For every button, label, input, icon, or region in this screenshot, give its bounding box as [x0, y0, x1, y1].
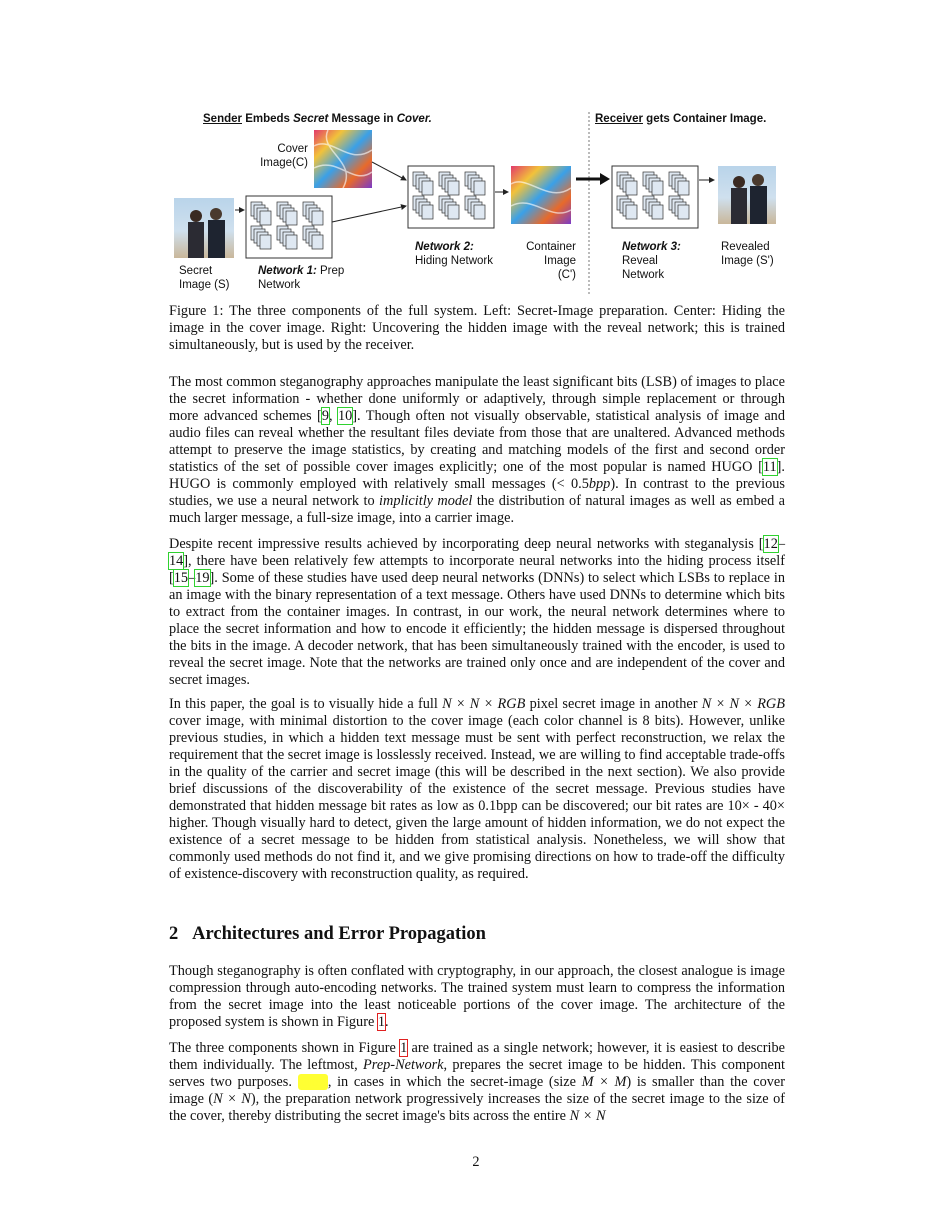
container-label: Container Image (C') — [526, 241, 576, 281]
reveal-network-label: Network 3: Reveal Network — [622, 241, 681, 281]
page-number: 2 — [472, 1154, 480, 1170]
prep-network-label: Network 1: Prep Network — [258, 265, 345, 291]
citation-link[interactable]: 19 — [195, 570, 210, 586]
citation-link[interactable]: 14 — [169, 553, 184, 569]
secret-label: Secret Image (S) — [179, 265, 230, 291]
figure-caption: Figure 1: The three components of the full system. Left: Secret-Image preparation. Center: Hiding the image in the cover image. Right: Uncovering the hidden image with the reveal network; this is trained simultaneously, but is used by the receiver. — [169, 303, 785, 353]
revealed-image — [718, 166, 776, 224]
paragraph-components: The three components shown in Figure 1 are trained as a single network; however, it is easiest to describe them individually. The leftmost, Prep-Network, prepares the secret image to be hidden. This component serves two purposes. First , in cases in which the secret-image (size M × M) is smaller than the cover image (N × N), the preparation network progressively increases the size of the secret image to the size of the cover, thereby distributing the secret image's bits across the entire N × N — [169, 1040, 786, 1124]
citation-link[interactable]: 10 — [337, 408, 353, 424]
citation-link[interactable]: 12 — [763, 536, 778, 552]
secret-image — [174, 198, 234, 258]
citation-link[interactable]: 15 — [173, 570, 189, 586]
cover-image — [314, 130, 372, 188]
reveal-network-box — [612, 166, 698, 228]
paragraph-lsb: The most common steganography approaches manipulate the least significant bits (LSB) of images to place the secret information - whether done uniformly or adaptively, through simple replacement or through more advanced schemes [9, 10]. Though often not visually observable, statistical analysis of image and audio files can reveal whether the resultant files deviate from those that are unaltered. Advanced methods attempt to preserve the image statistics, by creating and matching models of the first and second order statistics of the set of possible cover images explicitly; one of the most popular is named HUGO [11]. HUGO is commonly employed with relatively small messages (< 0.5bpp). In contrast to the previous studies, we use a neural network to implicitly model the distribution of natural images as well as embed a much larger message, a full-size image, into a carrier image. — [169, 374, 786, 526]
paragraph-related-work: Despite recent impressive results achieved by incorporating deep neural networks with steganalysis [12–14], there have been relatively few attempts to incorporate neural networks into the hiding process itself [15–19]. Some of these studies have used deep neural networks (DNNs) to select which LSBs to replace in an image with the binary representation of a text message. Others have used DNNs to determine which bits to extract from the container images. In contrast, in our work, the neural network determines where to place the secret information and how to encode it efficiently; the hidden message is dispersed throughout the bits in the image. A decoder network, that has been simultaneously trained with the encoder, is used to reveal the secret image. Note that the networks are trained only once and are independent of the cover and secret images. — [169, 536, 785, 688]
paragraph-architecture: Though steganography is often conflated with cryptography, in our approach, the closest analogue is image compression through auto-encoding networks. The trained system must learn to compress the information from the secret image into the least noticeable portions of the cover image. The architecture of the proposed system is shown in Figure 1. — [169, 963, 785, 1030]
hiding-network-label: Network 2: Hiding Network — [415, 241, 493, 267]
sender-title: Sender Embeds Secret Message in Cover. — [203, 113, 432, 125]
section-heading: 2 Architectures and Error Propagation — [169, 924, 486, 944]
highlight-mark: First — [299, 1074, 326, 1090]
citation-link[interactable]: 9 — [321, 408, 329, 424]
citation-link[interactable]: 11 — [762, 459, 777, 475]
hiding-network-box — [408, 166, 494, 228]
figure-ref-link[interactable]: 1 — [377, 1014, 386, 1030]
receiver-title: Receiver gets Container Image. — [595, 113, 767, 125]
figure-ref-link[interactable]: 1 — [400, 1040, 408, 1056]
revealed-label: Revealed Image (S') — [721, 241, 774, 267]
container-image — [511, 166, 571, 224]
prep-network-box — [246, 196, 332, 258]
paragraph-goal: In this paper, the goal is to visually hide a full N × N × RGB pixel secret image in another N × N × RGB cover image, with minimal distortion to the cover image (each color channel is 8 bits). However, unlike previous studies, in which a hidden text message must be sent with perfect reconstruction, we relax the requirement that the secret image is losslessly received. Instead, we are willing to find acceptable trade-offs in the quality of the carrier and secret image (this will be described in the next section). We also provide brief discussions of the discoverability of the existence of the secret message. Previous studies have demonstrated that hidden message bit rates as low as 0.1bpp can be discovered; our bit rates are 10× - 40× higher. Though visually hard to detect, given the large amount of hidden information, we do not expect the existence of a secret message to be hidden from statistical analysis. Nonetheless, we will show that commonly used methods do not find it, and we give promising directions on how to trade-off the difficulty of existence-discovery with reconstruction quality, as required. — [169, 696, 785, 882]
cover-label: Cover Image(C) — [260, 143, 308, 169]
figure-1 — [168, 106, 788, 298]
